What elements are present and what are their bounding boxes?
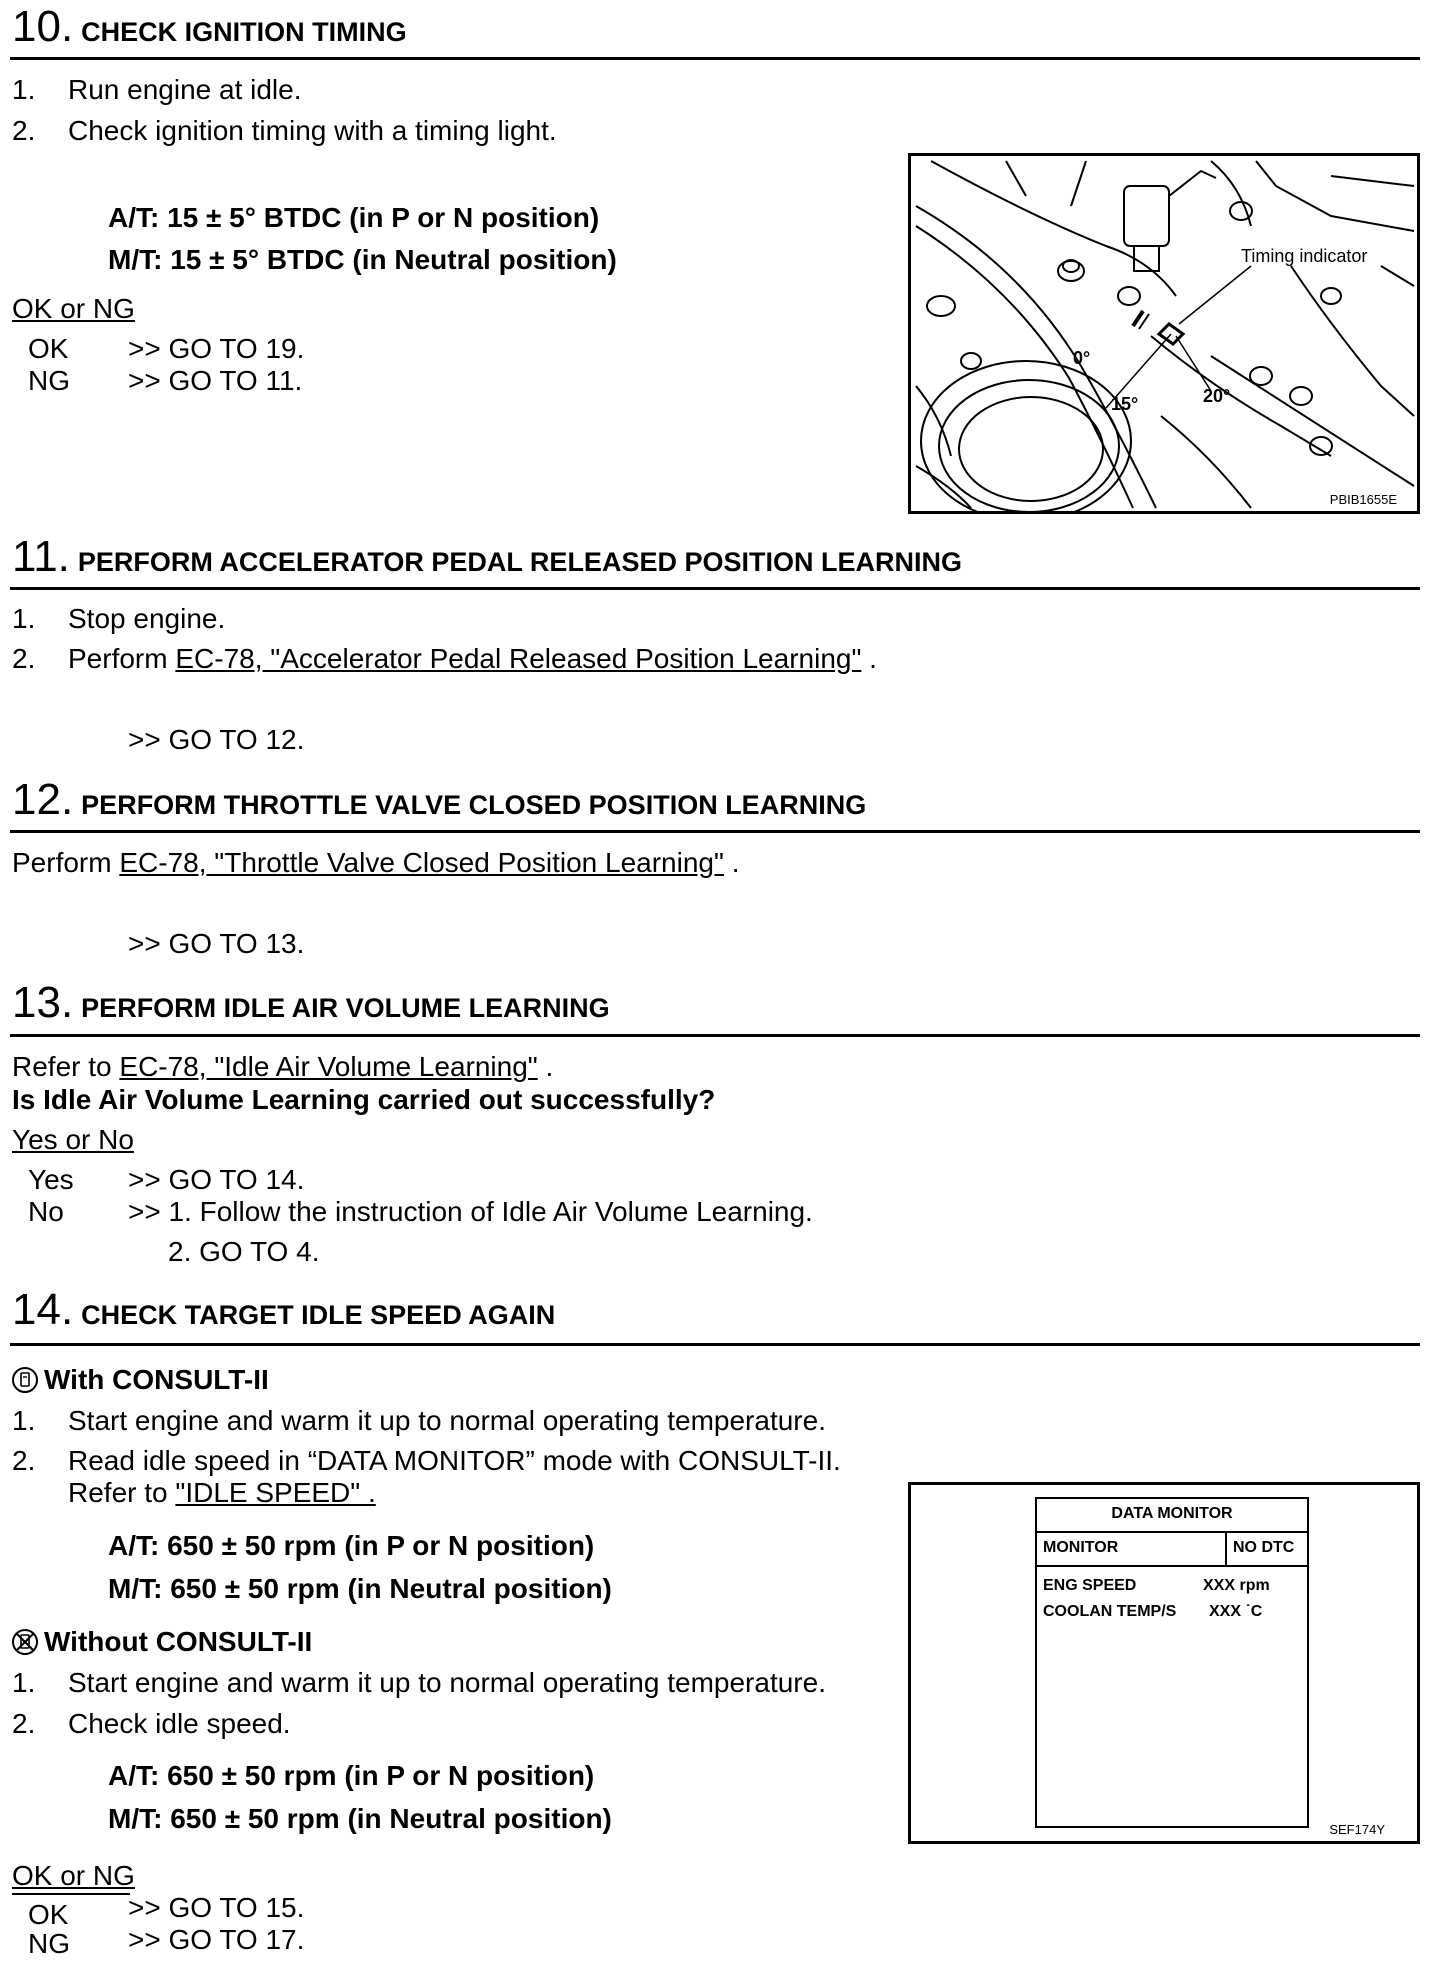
section-12-heading: [12, 775, 866, 825]
step-number: 1.: [12, 74, 36, 105]
monitor-col-header: NO DTC: [1233, 1539, 1295, 1556]
figure-code: PBIB1655E: [1329, 492, 1397, 507]
result-underline: [12, 1893, 130, 1895]
result-action: >> GO TO 11.: [128, 365, 303, 396]
section-number: 13.: [12, 978, 74, 1027]
goto-text: >> GO TO 12.: [128, 724, 305, 755]
section-13-heading: [12, 978, 610, 1028]
result-action: >> GO TO 19.: [128, 333, 305, 364]
goto-text: >> GO TO 13.: [128, 928, 305, 959]
step-text: Check ignition timing with a timing light.: [68, 115, 557, 146]
link-suffix: .: [537, 1051, 554, 1082]
instruction-with-link: [12, 1051, 553, 1083]
monitor-col-divider: [1225, 1533, 1227, 1565]
refer-text: Refer to: [68, 1477, 176, 1508]
instruction-text: Perform: [12, 847, 120, 878]
monitor-col-header: MONITOR: [1043, 1539, 1119, 1556]
degree-20-label: 20°: [1203, 386, 1231, 406]
accelerator-pedal-learning-link[interactable]: EC-78, "Accelerator Pedal Released Position Learning": [175, 643, 862, 674]
figure-code: SEF174Y: [1329, 1822, 1385, 1837]
idle-air-volume-learning-link[interactable]: EC-78, "Idle Air Volume Learning": [119, 1051, 538, 1082]
without-consult-heading: [12, 1626, 312, 1658]
monitor-title: DATA MONITOR: [1111, 1505, 1233, 1522]
result-header: Yes or No: [12, 1124, 134, 1155]
result-label: NG: [28, 1928, 70, 1959]
spec-mt: M/T: 650 ± 50 rpm (in Neutral position): [108, 1803, 612, 1834]
step-text: Start engine and warm it up to normal operating temperature.: [68, 1667, 826, 1698]
section-number: 14.: [12, 1285, 74, 1334]
result-substep: 2. GO TO 4.: [168, 1236, 320, 1267]
spec-mt: M/T: 650 ± 50 rpm (in Neutral position): [108, 1573, 612, 1604]
degree-15-label: 15°: [1111, 394, 1139, 414]
step-text: Check idle speed.: [68, 1708, 291, 1739]
spec-at: A/T: 650 ± 50 rpm (in P or N position): [108, 1530, 595, 1561]
step-text-with-link: [68, 643, 877, 675]
section-title: PERFORM IDLE AIR VOLUME LEARNING: [81, 993, 610, 1023]
spec-at: A/T: 15 ± 5° BTDC (in P or N position): [108, 202, 600, 233]
section-title: PERFORM THROTTLE VALVE CLOSED POSITION LEARNING: [81, 790, 867, 820]
result-label: OK: [28, 1899, 69, 1930]
section-divider: [10, 587, 1420, 590]
result-header: OK or NG: [12, 1860, 135, 1891]
section-number: 11.: [12, 532, 70, 581]
step-number: 2.: [12, 643, 36, 674]
monitor-row-value: XXX ˙C: [1209, 1603, 1263, 1620]
step-text: Perform: [68, 643, 176, 674]
monitor-row-name: ENG SPEED: [1043, 1577, 1137, 1594]
with-consult-label: With CONSULT-II: [44, 1364, 269, 1395]
without-consult-label: Without CONSULT-II: [44, 1626, 313, 1657]
step-text: Stop engine.: [68, 603, 226, 634]
idle-speed-link[interactable]: "IDLE SPEED": [175, 1477, 368, 1508]
spec-at: A/T: 650 ± 50 rpm (in P or N position): [108, 1760, 595, 1791]
result-label: No: [28, 1196, 64, 1227]
degree-0-label: 0°: [1073, 348, 1091, 368]
throttle-valve-learning-link[interactable]: EC-78, "Throttle Valve Closed Position Learning": [119, 847, 724, 878]
no-consult-tool-icon: [12, 1629, 38, 1655]
step-number: 1.: [12, 1405, 36, 1436]
monitor-row-value: XXX rpm: [1203, 1577, 1270, 1594]
result-action: >> GO TO 14.: [128, 1164, 305, 1195]
result-label: OK: [28, 333, 69, 364]
section-number: 10.: [12, 2, 74, 51]
data-monitor-screen: [1035, 1497, 1309, 1828]
step-text: Start engine and warm it up to normal operating temperature.: [68, 1405, 826, 1436]
refer-suffix: .: [368, 1477, 376, 1508]
step-number: 1.: [12, 603, 36, 634]
step-text: Read idle speed in “DATA MONITOR” mode with CONSULT-II.: [68, 1445, 841, 1476]
section-divider: [10, 57, 1420, 60]
instruction-text: Refer to: [12, 1051, 120, 1082]
section-14-heading: [12, 1285, 555, 1335]
link-suffix: .: [723, 847, 740, 878]
instruction-with-link: [12, 847, 739, 879]
link-suffix: .: [861, 643, 877, 674]
section-divider: [10, 1034, 1420, 1037]
monitor-divider: [1037, 1565, 1307, 1567]
timing-figure: [908, 153, 1420, 514]
section-11-heading: [12, 532, 962, 582]
step-number: 2.: [12, 115, 36, 146]
step-number: 2.: [12, 1708, 36, 1739]
step-number: 2.: [12, 1445, 36, 1476]
timing-indicator-label: Timing indicator: [1241, 246, 1368, 266]
monitor-row-name: COOLAN TEMP/S: [1043, 1603, 1177, 1620]
section-title: PERFORM ACCELERATOR PEDAL RELEASED POSITION LEARNING: [77, 547, 962, 577]
result-label: Yes: [28, 1164, 74, 1195]
step-number: 1.: [12, 1667, 36, 1698]
with-consult-heading: [12, 1364, 269, 1396]
result-action: >> GO TO 17.: [128, 1924, 305, 1955]
step-text: Run engine at idle.: [68, 74, 302, 105]
section-10-heading: [12, 2, 407, 52]
section-title: CHECK IGNITION TIMING: [81, 17, 407, 47]
section-divider: [10, 830, 1420, 833]
consult-tool-icon: [12, 1367, 38, 1393]
refer-with-link: [68, 1477, 376, 1509]
section-title: CHECK TARGET IDLE SPEED AGAIN: [81, 1300, 556, 1330]
question-text: Is Idle Air Volume Learning carried out successfully?: [12, 1084, 716, 1115]
section-divider: [10, 1343, 1420, 1346]
section-number: 12.: [12, 775, 74, 824]
spec-mt: M/T: 15 ± 5° BTDC (in Neutral position): [108, 244, 617, 275]
data-monitor-figure: [908, 1482, 1420, 1844]
result-action: >> 1. Follow the instruction of Idle Air Volume Learning.: [128, 1196, 813, 1227]
result-action: >> GO TO 15.: [128, 1892, 305, 1923]
result-header: OK or NG: [12, 293, 135, 324]
monitor-divider: [1037, 1531, 1307, 1533]
timing-illustration: [911, 156, 1417, 511]
result-label: NG: [28, 365, 70, 396]
